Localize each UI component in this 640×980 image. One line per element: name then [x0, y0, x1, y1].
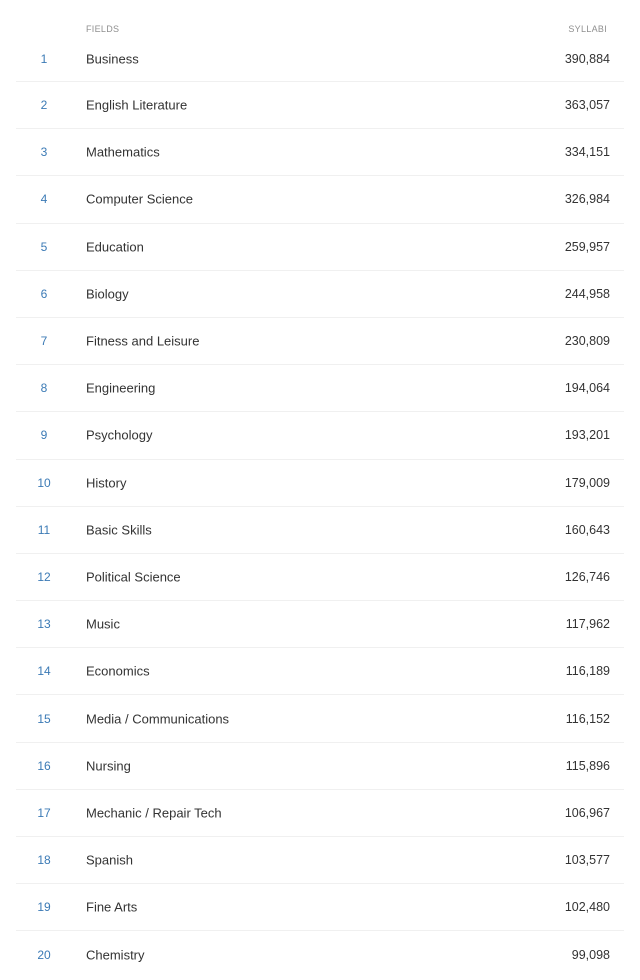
- table-row[interactable]: [16, 601, 624, 648]
- row-syllabi-count: 102,480: [564, 900, 610, 915]
- row-syllabi-count: 160,643: [564, 522, 610, 537]
- row-field-name[interactable]: Fine Arts: [86, 899, 138, 915]
- row-syllabi-count: 115,896: [565, 758, 610, 773]
- row-syllabi-count: 116,152: [565, 711, 610, 726]
- row-syllabi-count: 259,957: [564, 239, 610, 254]
- row-syllabi-count: 179,009: [564, 475, 610, 490]
- row-field-name[interactable]: Psychology: [86, 427, 153, 443]
- row-field-name[interactable]: Media / Communications: [86, 711, 230, 727]
- row-syllabi-count: 106,967: [564, 805, 610, 820]
- row-rank: 18: [37, 853, 51, 868]
- row-rank: 14: [37, 664, 51, 679]
- row-rank: 12: [37, 569, 51, 584]
- table-row[interactable]: [16, 507, 624, 554]
- table-row[interactable]: [16, 554, 624, 601]
- table-row[interactable]: [16, 176, 624, 223]
- row-rank: 10: [37, 475, 51, 490]
- row-field-name[interactable]: Business: [86, 51, 139, 66]
- table-row[interactable]: [16, 318, 624, 365]
- row-syllabi-count: 193,201: [564, 428, 610, 443]
- row-field-name[interactable]: Basic Skills: [86, 522, 152, 538]
- table-row[interactable]: [16, 648, 624, 695]
- row-field-name[interactable]: Computer Science: [86, 191, 193, 207]
- row-syllabi-count: 334,151: [564, 145, 610, 160]
- fields-column-header: FIELDS: [86, 24, 120, 34]
- table-row[interactable]: [16, 224, 624, 271]
- row-rank: 5: [40, 239, 48, 254]
- table-row[interactable]: [16, 837, 624, 884]
- table-row[interactable]: [16, 790, 624, 837]
- row-syllabi-count: 117,962: [565, 617, 610, 632]
- row-field-name[interactable]: History: [86, 475, 127, 491]
- syllabi-column-header: SYLLABI: [568, 24, 607, 34]
- row-syllabi-count: 244,958: [564, 286, 610, 301]
- table-row[interactable]: [16, 271, 624, 318]
- table-row[interactable]: [16, 36, 624, 82]
- row-field-name[interactable]: Mechanic / Repair Tech: [86, 805, 222, 821]
- row-syllabi-count: 390,884: [564, 51, 610, 66]
- row-rank: 7: [40, 334, 48, 349]
- row-field-name[interactable]: Engineering: [86, 380, 156, 396]
- table-row[interactable]: [16, 931, 624, 978]
- table-body: [0, 36, 640, 979]
- row-rank: 9: [40, 428, 48, 443]
- table-row[interactable]: [16, 129, 624, 176]
- row-rank: 8: [40, 381, 48, 396]
- table-row[interactable]: [16, 695, 624, 742]
- row-rank: 1: [40, 51, 48, 66]
- row-field-name[interactable]: Spanish: [86, 852, 133, 868]
- table-row[interactable]: [16, 460, 624, 507]
- row-syllabi-count: 99,098: [571, 947, 610, 962]
- row-field-name[interactable]: Political Science: [86, 569, 181, 585]
- row-field-name[interactable]: Mathematics: [86, 144, 160, 160]
- row-rank: 15: [37, 711, 51, 726]
- row-field-name[interactable]: English Literature: [86, 97, 188, 113]
- row-field-name[interactable]: Education: [86, 239, 144, 255]
- row-rank: 17: [37, 805, 51, 820]
- table-row[interactable]: [16, 82, 624, 129]
- row-syllabi-count: 194,064: [564, 381, 610, 396]
- table-row[interactable]: [16, 743, 624, 790]
- table-row[interactable]: [16, 412, 624, 459]
- row-rank: 19: [37, 900, 51, 915]
- table-header: [0, 0, 640, 36]
- row-rank: 4: [40, 192, 48, 207]
- row-field-name[interactable]: Economics: [86, 663, 150, 679]
- row-rank: 3: [40, 145, 48, 160]
- row-field-name[interactable]: Music: [86, 616, 120, 632]
- table-row[interactable]: [16, 884, 624, 931]
- row-field-name[interactable]: Fitness and Leisure: [86, 333, 200, 349]
- table-row[interactable]: [16, 365, 624, 412]
- row-rank: 11: [37, 522, 51, 537]
- row-syllabi-count: 126,746: [564, 569, 610, 584]
- row-field-name[interactable]: Chemistry: [86, 947, 145, 963]
- row-syllabi-count: 326,984: [564, 192, 610, 207]
- row-syllabi-count: 230,809: [564, 334, 610, 349]
- row-syllabi-count: 103,577: [564, 853, 610, 868]
- row-syllabi-count: 363,057: [564, 98, 610, 113]
- row-rank: 20: [37, 947, 51, 962]
- row-rank: 2: [40, 98, 48, 113]
- row-rank: 13: [37, 617, 51, 632]
- row-syllabi-count: 116,189: [565, 664, 610, 679]
- row-rank: 6: [40, 286, 48, 301]
- row-field-name[interactable]: Biology: [86, 286, 129, 302]
- row-field-name[interactable]: Nursing: [86, 758, 131, 774]
- row-rank: 16: [37, 758, 51, 773]
